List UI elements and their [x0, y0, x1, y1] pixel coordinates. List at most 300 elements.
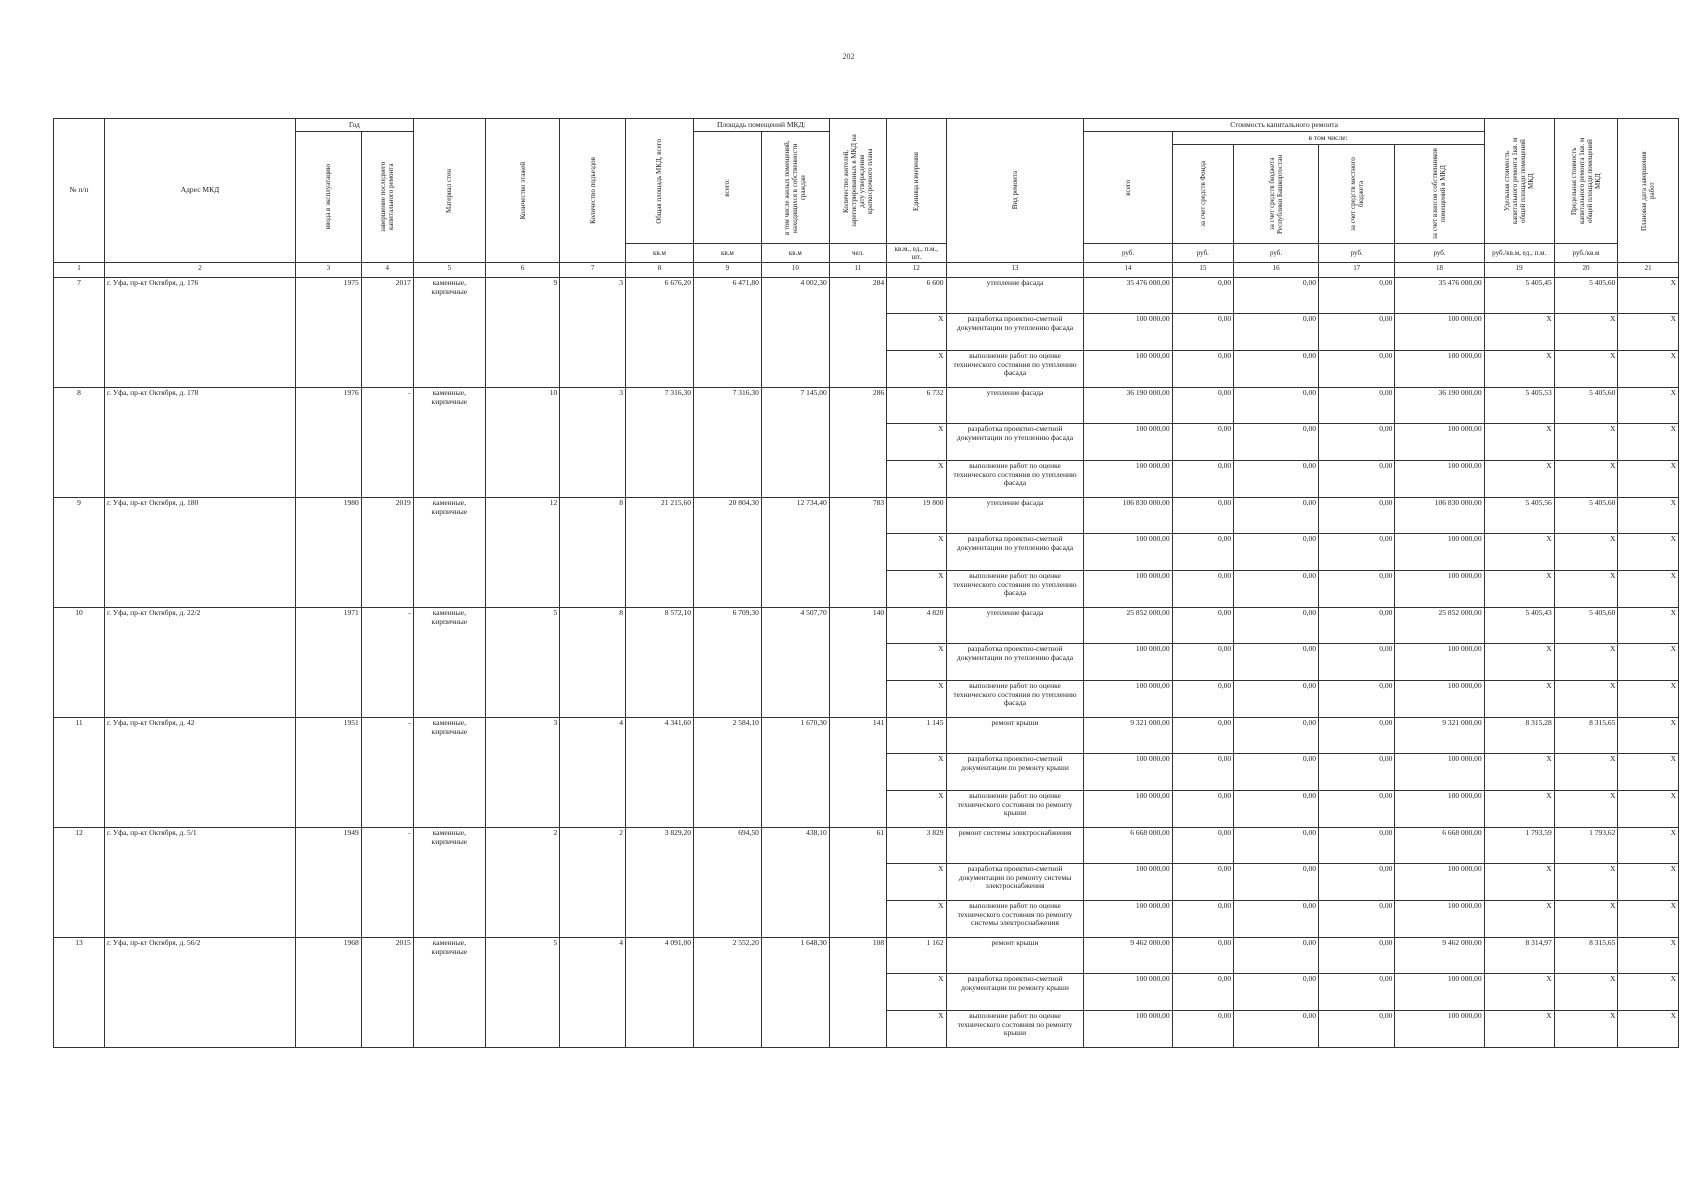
- planned-date: X: [1618, 1011, 1679, 1048]
- year-last-repair: 2017: [361, 278, 413, 388]
- unit-value: 3 829: [887, 828, 946, 864]
- cost-local: 0,00: [1319, 608, 1395, 644]
- unit-cost: X: [1484, 901, 1554, 938]
- work-type: выполнение работ по оценке технического состояния по утеплению фасада: [946, 351, 1084, 388]
- planned-date: X: [1618, 718, 1679, 754]
- header-cost-total: всего: [1084, 132, 1172, 244]
- row-number: 12: [54, 828, 105, 938]
- cost-local: 0,00: [1319, 681, 1395, 718]
- column-number: 18: [1395, 263, 1484, 278]
- total-area: 4 341,60: [626, 718, 694, 828]
- cost-local: 0,00: [1319, 424, 1395, 461]
- limit-cost: 8 315,65: [1554, 718, 1618, 754]
- premises-area: 694,50: [693, 828, 761, 938]
- header-year-group: Год: [295, 119, 413, 132]
- unit-rub-fund: руб.: [1172, 244, 1234, 263]
- table-row: [54, 718, 1679, 754]
- limit-cost: X: [1554, 314, 1618, 351]
- limit-cost: 5 405,60: [1554, 388, 1618, 424]
- residents-count: 141: [829, 718, 886, 828]
- unit-cost: X: [1484, 534, 1554, 571]
- limit-cost: 5 405,60: [1554, 498, 1618, 534]
- cost-owners: 106 830 000,00: [1395, 498, 1484, 534]
- cost-owners: 100 000,00: [1395, 1011, 1484, 1048]
- cost-total: 100 000,00: [1084, 461, 1172, 498]
- cost-fund: 0,00: [1172, 388, 1234, 424]
- planned-date: X: [1618, 351, 1679, 388]
- header-total-area: Общая площадь МКД, всего: [626, 119, 694, 244]
- cost-fund: 0,00: [1172, 644, 1234, 681]
- total-area: 6 676,20: [626, 278, 694, 388]
- header-cost-owners: за счет взносов собственников помещений в МКД: [1395, 145, 1484, 244]
- cost-republic: 0,00: [1234, 278, 1319, 314]
- work-type: утепление фасада: [946, 388, 1084, 424]
- cost-republic: 0,00: [1234, 791, 1319, 828]
- cost-republic: 0,00: [1234, 974, 1319, 1011]
- cost-owners: 100 000,00: [1395, 534, 1484, 571]
- cost-total: 106 830 000,00: [1084, 498, 1172, 534]
- header-year-last-repair: завершение последнего капитального ремонта: [361, 132, 413, 263]
- unit-cost: X: [1484, 681, 1554, 718]
- table-row: [54, 608, 1679, 644]
- cost-owners: 100 000,00: [1395, 571, 1484, 608]
- unit-cost: X: [1484, 461, 1554, 498]
- work-type: выполнение работ по оценке технического состояния по ремонту крыши: [946, 1011, 1084, 1048]
- header-num: № п/п: [54, 119, 105, 263]
- limit-cost: X: [1554, 351, 1618, 388]
- unit-total-area: кв.м: [626, 244, 694, 263]
- work-type: выполнение работ по оценке технического состояния по утеплению фасада: [946, 681, 1084, 718]
- cost-local: 0,00: [1319, 974, 1395, 1011]
- cost-fund: 0,00: [1172, 461, 1234, 498]
- header-wall-material: Материал стен: [413, 119, 485, 263]
- row-number: 7: [54, 278, 105, 388]
- cost-fund: 0,00: [1172, 974, 1234, 1011]
- planned-date: X: [1618, 901, 1679, 938]
- header-area-group: Площадь помещений МКД:: [693, 119, 829, 132]
- premises-area: 20 804,30: [693, 498, 761, 608]
- cost-total: 100 000,00: [1084, 681, 1172, 718]
- column-number: 6: [485, 263, 559, 278]
- year-last-repair: -: [361, 388, 413, 498]
- limit-cost: X: [1554, 864, 1618, 901]
- unit-value: 4 820: [887, 608, 946, 644]
- table-header: [54, 119, 1679, 278]
- planned-date: X: [1618, 644, 1679, 681]
- entrances-count: 4: [560, 718, 626, 828]
- row-number: 13: [54, 938, 105, 1048]
- header-limit-cost: Предельная стоимость капитального ремонта 1кв. м общей площади помещений МКД: [1554, 119, 1618, 244]
- year-last-repair: 2015: [361, 938, 413, 1048]
- cost-total: 100 000,00: [1084, 1011, 1172, 1048]
- residents-count: 783: [829, 498, 886, 608]
- limit-cost: X: [1554, 901, 1618, 938]
- unit-value: X: [887, 424, 946, 461]
- cost-total: 100 000,00: [1084, 974, 1172, 1011]
- cost-republic: 0,00: [1234, 571, 1319, 608]
- entrances-count: 4: [560, 938, 626, 1048]
- unit-value: X: [887, 571, 946, 608]
- residential-area: 438,10: [761, 828, 829, 938]
- cost-owners: 25 852 000,00: [1395, 608, 1484, 644]
- limit-cost: X: [1554, 424, 1618, 461]
- cost-local: 0,00: [1319, 314, 1395, 351]
- cost-local: 0,00: [1319, 1011, 1395, 1048]
- premises-area: 6 709,30: [693, 608, 761, 718]
- year-commission: 1971: [295, 608, 361, 718]
- column-number: 19: [1484, 263, 1554, 278]
- repair-register-table: [53, 118, 1679, 1048]
- entrances-count: 3: [560, 278, 626, 388]
- cost-republic: 0,00: [1234, 828, 1319, 864]
- cost-local: 0,00: [1319, 901, 1395, 938]
- cost-total: 9 462 000,00: [1084, 938, 1172, 974]
- unit-per-m: руб./кв.м: [1554, 244, 1618, 263]
- header-cost-local: за счет средств местного бюджета: [1319, 145, 1395, 244]
- floors-count: 10: [485, 388, 559, 498]
- premises-area: 2 584,10: [693, 718, 761, 828]
- cost-total: 100 000,00: [1084, 424, 1172, 461]
- work-type: ремонт системы электроснабжения: [946, 828, 1084, 864]
- wall-material: каменные, кирпичные: [413, 718, 485, 828]
- column-number: 20: [1554, 263, 1618, 278]
- cost-republic: 0,00: [1234, 424, 1319, 461]
- cost-republic: 0,00: [1234, 901, 1319, 938]
- cost-republic: 0,00: [1234, 388, 1319, 424]
- cost-fund: 0,00: [1172, 681, 1234, 718]
- planned-date: X: [1618, 314, 1679, 351]
- limit-cost: X: [1554, 534, 1618, 571]
- column-number: 7: [560, 263, 626, 278]
- cost-fund: 0,00: [1172, 498, 1234, 534]
- unit-value: X: [887, 791, 946, 828]
- cost-owners: 100 000,00: [1395, 791, 1484, 828]
- residents-count: 140: [829, 608, 886, 718]
- cost-fund: 0,00: [1172, 314, 1234, 351]
- floors-count: 5: [485, 938, 559, 1048]
- year-commission: 1968: [295, 938, 361, 1048]
- planned-date: X: [1618, 974, 1679, 1011]
- cost-owners: 35 476 000,00: [1395, 278, 1484, 314]
- limit-cost: 8 315,65: [1554, 938, 1618, 974]
- floors-count: 5: [485, 608, 559, 718]
- limit-cost: 5 405,60: [1554, 278, 1618, 314]
- unit-cost: 5 405,45: [1484, 278, 1554, 314]
- unit-value: X: [887, 314, 946, 351]
- cost-total: 36 190 000,00: [1084, 388, 1172, 424]
- cost-total: 100 000,00: [1084, 351, 1172, 388]
- building-address: г. Уфа, пр-кт Октября, д. 178: [104, 388, 295, 498]
- cost-local: 0,00: [1319, 644, 1395, 681]
- unit-cost: X: [1484, 424, 1554, 461]
- unit-cost: 5 405,43: [1484, 608, 1554, 644]
- cost-total: 100 000,00: [1084, 644, 1172, 681]
- unit-cost: X: [1484, 351, 1554, 388]
- unit-value: X: [887, 1011, 946, 1048]
- table-row: [54, 938, 1679, 974]
- unit-area-total: кв.м: [693, 244, 761, 263]
- cost-republic: 0,00: [1234, 644, 1319, 681]
- cost-owners: 100 000,00: [1395, 461, 1484, 498]
- cost-republic: 0,00: [1234, 608, 1319, 644]
- limit-cost: X: [1554, 571, 1618, 608]
- limit-cost: 1 793,62: [1554, 828, 1618, 864]
- cost-owners: 100 000,00: [1395, 681, 1484, 718]
- cost-fund: 0,00: [1172, 424, 1234, 461]
- cost-local: 0,00: [1319, 828, 1395, 864]
- work-type: разработка проектно-сметной документации по утеплению фасада: [946, 534, 1084, 571]
- planned-date: X: [1618, 498, 1679, 534]
- cost-owners: 100 000,00: [1395, 974, 1484, 1011]
- unit-cost: X: [1484, 864, 1554, 901]
- wall-material: каменные, кирпичные: [413, 608, 485, 718]
- floors-count: 9: [485, 278, 559, 388]
- cost-fund: 0,00: [1172, 754, 1234, 791]
- cost-owners: 9 462 000,00: [1395, 938, 1484, 974]
- cost-local: 0,00: [1319, 461, 1395, 498]
- work-type: утепление фасада: [946, 498, 1084, 534]
- header-unit: Единица измерения: [887, 119, 946, 244]
- cost-local: 0,00: [1319, 534, 1395, 571]
- row-number: 8: [54, 388, 105, 498]
- unit-cost: 5 405,56: [1484, 498, 1554, 534]
- residents-count: 284: [829, 278, 886, 388]
- unit-cost: X: [1484, 314, 1554, 351]
- unit-value: X: [887, 974, 946, 1011]
- cost-fund: 0,00: [1172, 571, 1234, 608]
- column-number: 12: [887, 263, 946, 278]
- year-commission: 1951: [295, 718, 361, 828]
- cost-fund: 0,00: [1172, 828, 1234, 864]
- column-number: 8: [626, 263, 694, 278]
- header-entrances: Количество подъездов: [560, 119, 626, 263]
- table-row: [54, 828, 1679, 864]
- wall-material: каменные, кирпичные: [413, 828, 485, 938]
- work-type: выполнение работ по оценке технического состояния по утеплению фасада: [946, 461, 1084, 498]
- header-cost-fund: за счет средств Фонда: [1172, 145, 1234, 244]
- column-number: 10: [761, 263, 829, 278]
- planned-date: X: [1618, 534, 1679, 571]
- premises-area: 2 552,20: [693, 938, 761, 1048]
- residential-area: 7 145,00: [761, 388, 829, 498]
- header-cost-republic: за счет средств бюджета Республики Башкортостан: [1234, 145, 1319, 244]
- building-address: г. Уфа, пр-кт Октября, д. 180: [104, 498, 295, 608]
- unit-cost: 1 793,59: [1484, 828, 1554, 864]
- cost-fund: 0,00: [1172, 278, 1234, 314]
- unit-value: X: [887, 681, 946, 718]
- column-number: 3: [295, 263, 361, 278]
- unit-value: X: [887, 754, 946, 791]
- cost-republic: 0,00: [1234, 534, 1319, 571]
- cost-fund: 0,00: [1172, 608, 1234, 644]
- cost-republic: 0,00: [1234, 314, 1319, 351]
- wall-material: каменные, кирпичные: [413, 278, 485, 388]
- floors-count: 12: [485, 498, 559, 608]
- limit-cost: X: [1554, 974, 1618, 1011]
- cost-republic: 0,00: [1234, 681, 1319, 718]
- table-body: [54, 278, 1679, 1048]
- cost-total: 25 852 000,00: [1084, 608, 1172, 644]
- table-row: [54, 498, 1679, 534]
- planned-date: X: [1618, 791, 1679, 828]
- header-address: Адрес МКД: [104, 119, 295, 263]
- cost-republic: 0,00: [1234, 754, 1319, 791]
- residential-area: 12 734,40: [761, 498, 829, 608]
- unit-value: X: [887, 644, 946, 681]
- page-number: 202: [842, 52, 855, 61]
- cost-local: 0,00: [1319, 278, 1395, 314]
- cost-owners: 100 000,00: [1395, 754, 1484, 791]
- unit-rub-republic: руб.: [1234, 244, 1319, 263]
- unit-value: X: [887, 901, 946, 938]
- building-address: г. Уфа, пр-кт Октября, д. 56/2: [104, 938, 295, 1048]
- unit-rub-total: руб.: [1084, 244, 1172, 263]
- cost-local: 0,00: [1319, 498, 1395, 534]
- residents-count: 61: [829, 828, 886, 938]
- limit-cost: X: [1554, 644, 1618, 681]
- year-last-repair: 2019: [361, 498, 413, 608]
- cost-fund: 0,00: [1172, 718, 1234, 754]
- cost-local: 0,00: [1319, 938, 1395, 974]
- year-commission: 1976: [295, 388, 361, 498]
- planned-date: X: [1618, 938, 1679, 974]
- work-type: выполнение работ по оценке технического состояния по утеплению фасада: [946, 571, 1084, 608]
- wall-material: каменные, кирпичные: [413, 388, 485, 498]
- work-type: разработка проектно-сметной документации по утеплению фасада: [946, 314, 1084, 351]
- cost-local: 0,00: [1319, 571, 1395, 608]
- residents-count: 286: [829, 388, 886, 498]
- unit-area-residential: кв.м: [761, 244, 829, 263]
- column-number: 16: [1234, 263, 1319, 278]
- residential-area: 4 002,30: [761, 278, 829, 388]
- cost-republic: 0,00: [1234, 461, 1319, 498]
- residential-area: 1 670,30: [761, 718, 829, 828]
- total-area: 8 572,10: [626, 608, 694, 718]
- building-address: г. Уфа, пр-кт Октября, д. 5/1: [104, 828, 295, 938]
- limit-cost: X: [1554, 754, 1618, 791]
- cost-republic: 0,00: [1234, 864, 1319, 901]
- limit-cost: 5 405,60: [1554, 608, 1618, 644]
- column-number: 15: [1172, 263, 1234, 278]
- total-area: 7 316,30: [626, 388, 694, 498]
- cost-owners: 6 668 000,00: [1395, 828, 1484, 864]
- column-number: 17: [1319, 263, 1395, 278]
- unit-per-unit: руб./кв.м, ед., п.м.: [1484, 244, 1554, 263]
- unit-cost: X: [1484, 644, 1554, 681]
- unit-cost: 8 315,28: [1484, 718, 1554, 754]
- work-type: разработка проектно-сметной документации по утеплению фасада: [946, 424, 1084, 461]
- entrances-count: 8: [560, 608, 626, 718]
- cost-total: 100 000,00: [1084, 534, 1172, 571]
- cost-total: 100 000,00: [1084, 314, 1172, 351]
- total-area: 3 829,20: [626, 828, 694, 938]
- work-type: разработка проектно-сметной документации по ремонту крыши: [946, 754, 1084, 791]
- year-last-repair: -: [361, 718, 413, 828]
- header-work-type: Вид ремонта: [946, 119, 1084, 263]
- header-year-commission: ввода в эксплуатацию: [295, 132, 361, 263]
- cost-owners: 100 000,00: [1395, 901, 1484, 938]
- table-row: [54, 278, 1679, 314]
- column-numbers-row: [54, 263, 1679, 278]
- cost-republic: 0,00: [1234, 938, 1319, 974]
- planned-date: X: [1618, 388, 1679, 424]
- unit-cost: X: [1484, 571, 1554, 608]
- cost-republic: 0,00: [1234, 351, 1319, 388]
- unit-cost: 5 405,53: [1484, 388, 1554, 424]
- cost-owners: 100 000,00: [1395, 644, 1484, 681]
- planned-date: X: [1618, 864, 1679, 901]
- cost-local: 0,00: [1319, 864, 1395, 901]
- cost-republic: 0,00: [1234, 1011, 1319, 1048]
- cost-fund: 0,00: [1172, 864, 1234, 901]
- cost-owners: 100 000,00: [1395, 424, 1484, 461]
- column-number: 21: [1618, 263, 1679, 278]
- cost-local: 0,00: [1319, 754, 1395, 791]
- building-address: г. Уфа, пр-кт Октября, д. 42: [104, 718, 295, 828]
- work-type: ремонт крыши: [946, 938, 1084, 974]
- table-row: [54, 388, 1679, 424]
- column-number: 4: [361, 263, 413, 278]
- year-last-repair: -: [361, 828, 413, 938]
- column-number: 9: [693, 263, 761, 278]
- work-type: ремонт крыши: [946, 718, 1084, 754]
- cost-owners: 100 000,00: [1395, 864, 1484, 901]
- work-type: утепление фасада: [946, 608, 1084, 644]
- cost-fund: 0,00: [1172, 534, 1234, 571]
- row-number: 9: [54, 498, 105, 608]
- cost-total: 100 000,00: [1084, 901, 1172, 938]
- unit-value: 19 800: [887, 498, 946, 534]
- unit-cost: X: [1484, 1011, 1554, 1048]
- entrances-count: 8: [560, 498, 626, 608]
- unit-unit: кв.м., ед., п.м., шт.: [887, 244, 946, 263]
- year-commission: 1980: [295, 498, 361, 608]
- cost-fund: 0,00: [1172, 791, 1234, 828]
- column-number: 14: [1084, 263, 1172, 278]
- wall-material: каменные, кирпичные: [413, 938, 485, 1048]
- column-number: 13: [946, 263, 1084, 278]
- unit-value: 1 162: [887, 938, 946, 974]
- unit-cost: X: [1484, 754, 1554, 791]
- work-type: выполнение работ по оценке технического состояния по ремонту системы электроснабжения: [946, 901, 1084, 938]
- cost-total: 6 668 000,00: [1084, 828, 1172, 864]
- cost-republic: 0,00: [1234, 498, 1319, 534]
- limit-cost: X: [1554, 461, 1618, 498]
- cost-fund: 0,00: [1172, 1011, 1234, 1048]
- planned-date: X: [1618, 828, 1679, 864]
- planned-date: X: [1618, 461, 1679, 498]
- total-area: 4 091,00: [626, 938, 694, 1048]
- cost-total: 100 000,00: [1084, 754, 1172, 791]
- cost-owners: 100 000,00: [1395, 351, 1484, 388]
- unit-rub-owners: руб.: [1395, 244, 1484, 263]
- column-number: 2: [104, 263, 295, 278]
- cost-republic: 0,00: [1234, 718, 1319, 754]
- planned-date: X: [1618, 278, 1679, 314]
- header-incl: в том числе:: [1172, 132, 1484, 145]
- cost-local: 0,00: [1319, 791, 1395, 828]
- column-number: 11: [829, 263, 886, 278]
- unit-cost: 8 314,97: [1484, 938, 1554, 974]
- column-number: 1: [54, 263, 105, 278]
- floors-count: 2: [485, 828, 559, 938]
- cost-owners: 36 190 000,00: [1395, 388, 1484, 424]
- row-number: 11: [54, 718, 105, 828]
- limit-cost: X: [1554, 681, 1618, 718]
- unit-value: 1 145: [887, 718, 946, 754]
- limit-cost: X: [1554, 1011, 1618, 1048]
- cost-local: 0,00: [1319, 718, 1395, 754]
